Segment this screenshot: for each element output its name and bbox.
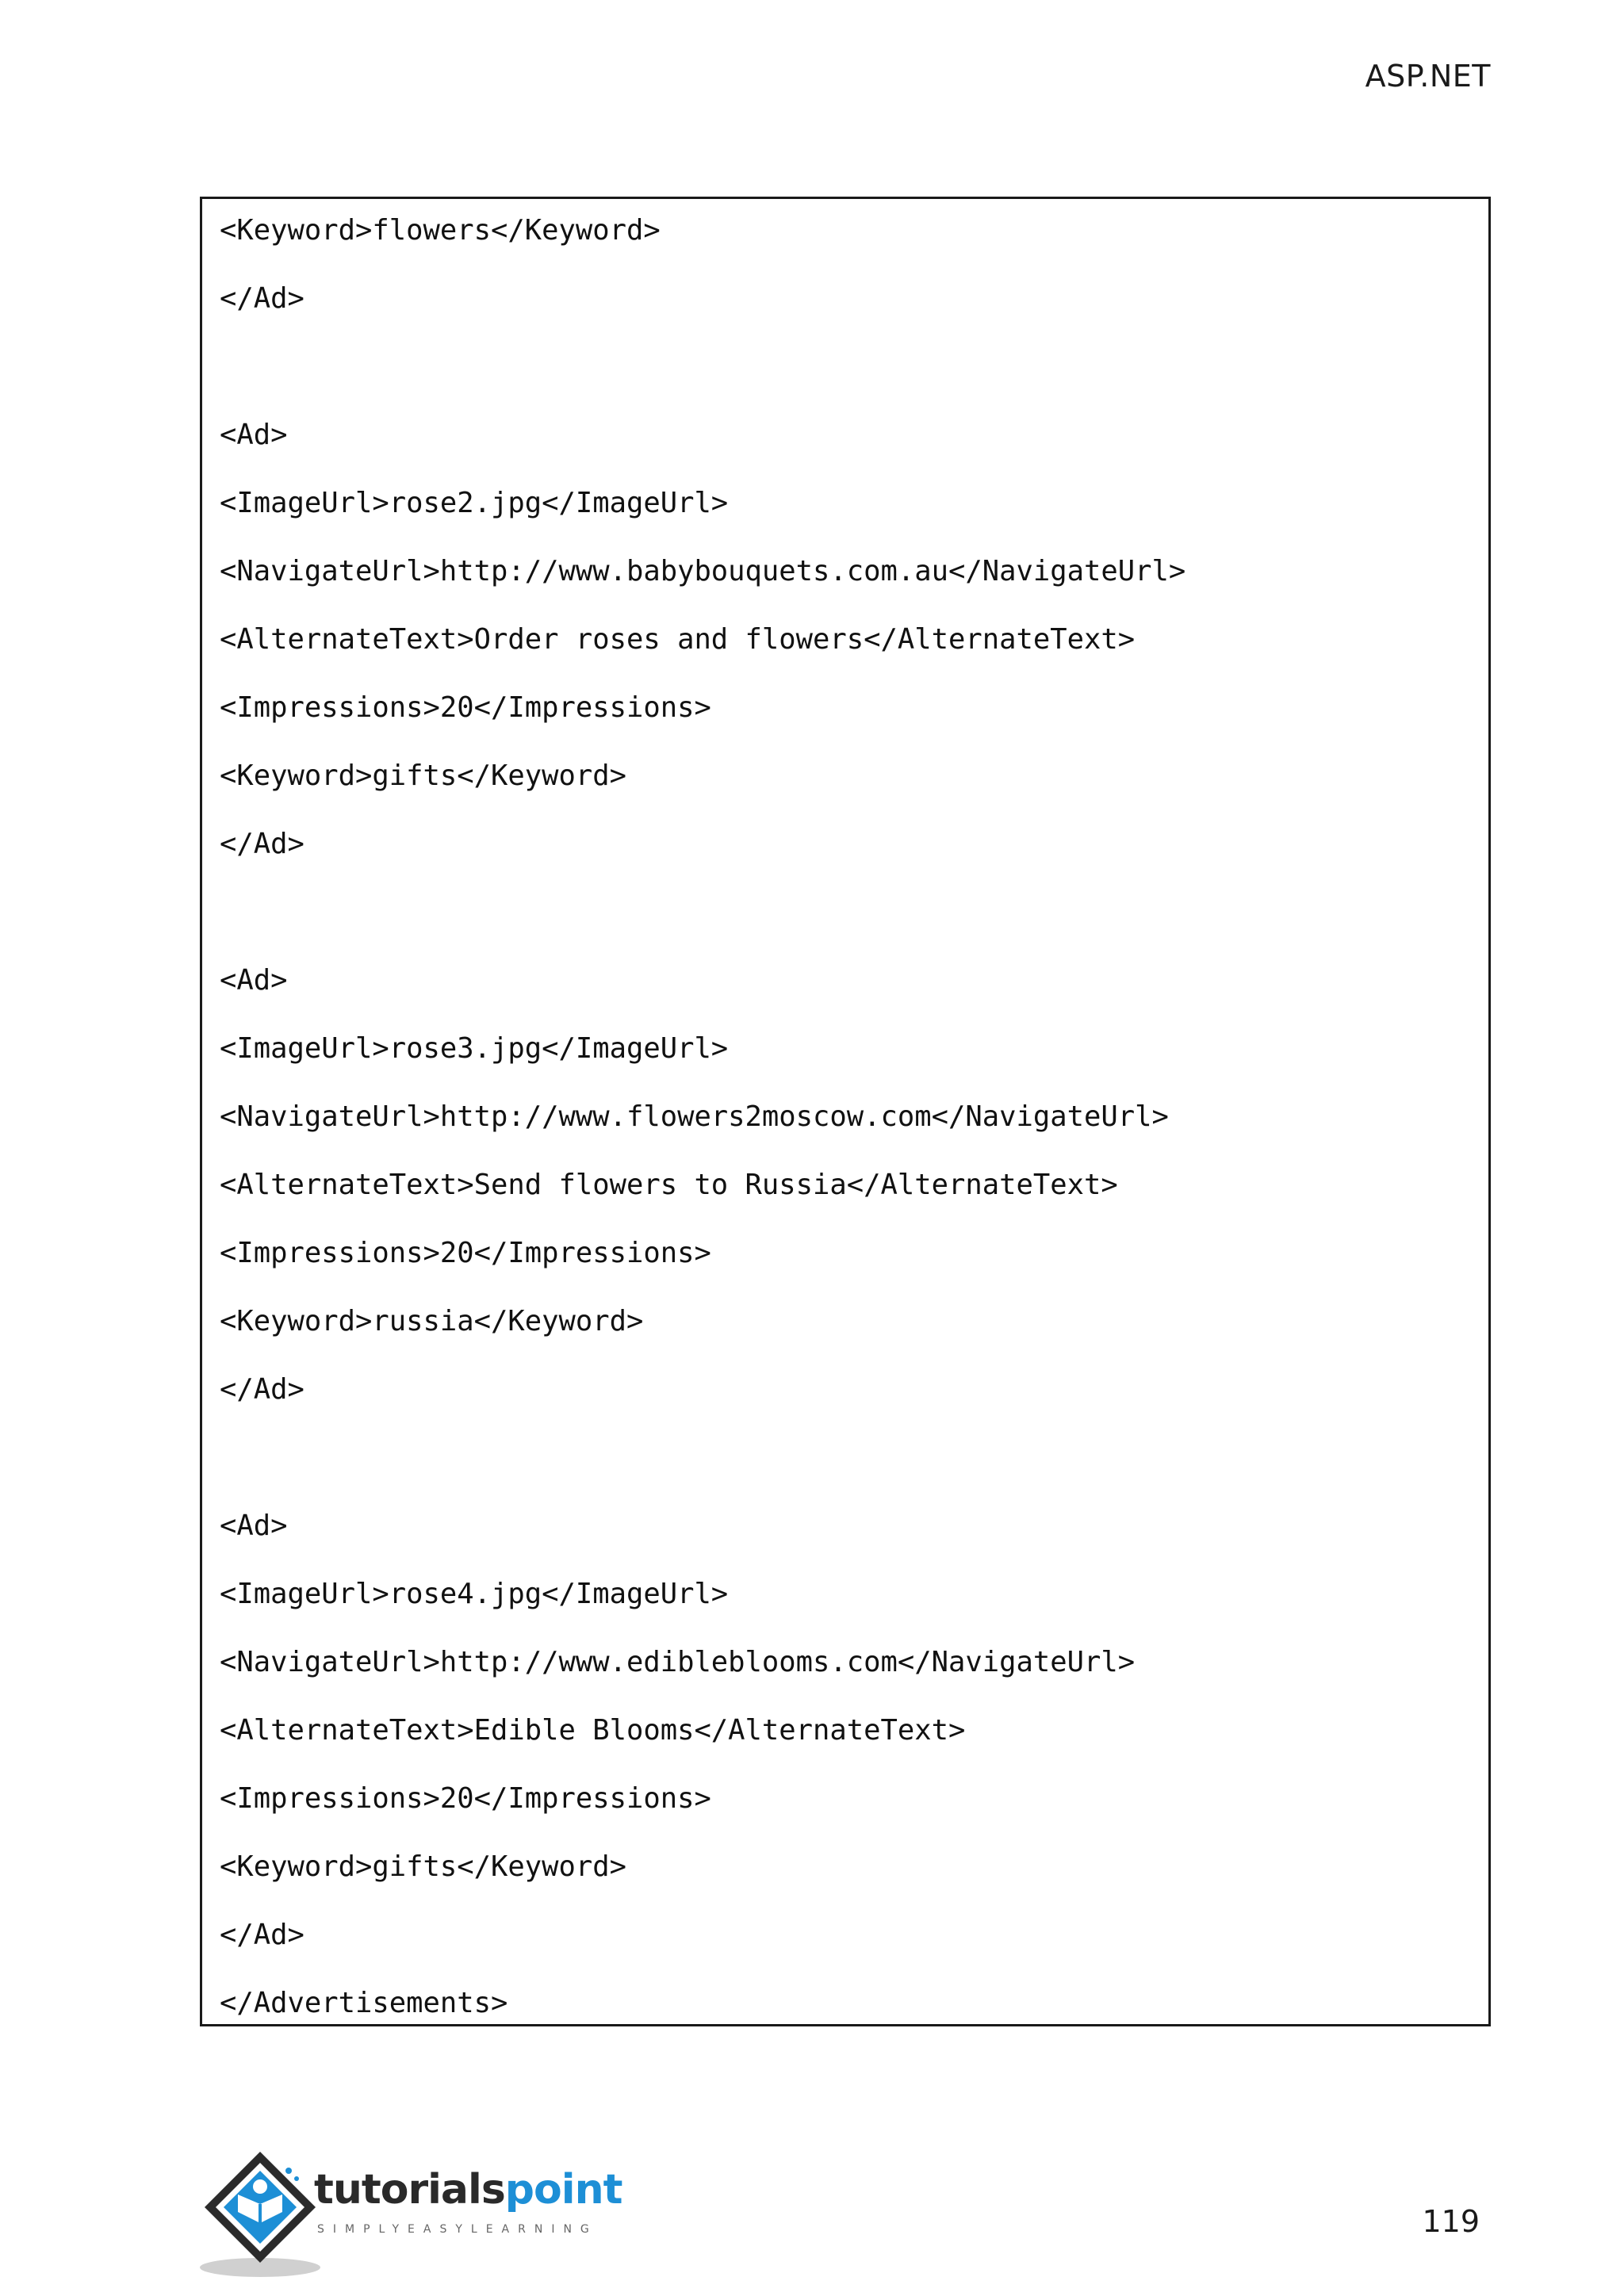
- code-line: <Ad>: [220, 1510, 288, 1542]
- code-line: <NavigateUrl>http://www.edibleblooms.com</NavigateUrl>: [220, 1646, 1136, 1678]
- code-line: <Ad>: [220, 419, 288, 451]
- tutorialspoint-logo: [197, 2147, 625, 2282]
- page-number: 119: [1422, 2204, 1480, 2239]
- code-line: </Ad>: [220, 1919, 304, 1951]
- code-line: <ImageUrl>rose4.jpg</ImageUrl>: [220, 1578, 729, 1610]
- code-line: <Impressions>20</Impressions>: [220, 691, 711, 724]
- code-block: [200, 197, 1491, 2026]
- code-line: <AlternateText>Order roses and flowers</AlternateText>: [220, 623, 1136, 656]
- code-line: <Keyword>russia</Keyword>: [220, 1305, 644, 1337]
- logo-wordmark-main: tutorials: [314, 2166, 505, 2214]
- logo-tagline: SIMPLYEASYLEARNING: [317, 2223, 598, 2236]
- page-header-title: ASP.NET: [1365, 59, 1491, 94]
- code-line: <AlternateText>Send flowers to Russia</AlternateText>: [220, 1169, 1118, 1201]
- code-line: <ImageUrl>rose3.jpg</ImageUrl>: [220, 1032, 729, 1065]
- code-line: <Keyword>gifts</Keyword>: [220, 760, 626, 792]
- code-line: </Ad>: [220, 282, 304, 315]
- code-line: </Advertisements>: [220, 1987, 508, 2019]
- code-line: </Ad>: [220, 828, 304, 860]
- logo-wordmark-accent: point: [504, 2166, 622, 2214]
- code-line: <Impressions>20</Impressions>: [220, 1237, 711, 1269]
- code-line: <NavigateUrl>http://www.babybouquets.com.au</NavigateUrl>: [220, 555, 1186, 587]
- code-line: <Ad>: [220, 964, 288, 997]
- code-line: <ImageUrl>rose2.jpg</ImageUrl>: [220, 487, 729, 519]
- code-line: <Keyword>flowers</Keyword>: [220, 214, 661, 247]
- tutorialspoint-diamond-book-icon: [197, 2147, 331, 2282]
- code-line: <Keyword>gifts</Keyword>: [220, 1850, 626, 1883]
- logo-wordmark: [314, 2166, 622, 2214]
- code-line: <NavigateUrl>http://www.flowers2moscow.com</NavigateUrl>: [220, 1100, 1169, 1133]
- code-line: <Impressions>20</Impressions>: [220, 1782, 711, 1815]
- code-line: <AlternateText>Edible Blooms</AlternateText>: [220, 1714, 966, 1747]
- code-line: </Ad>: [220, 1373, 304, 1406]
